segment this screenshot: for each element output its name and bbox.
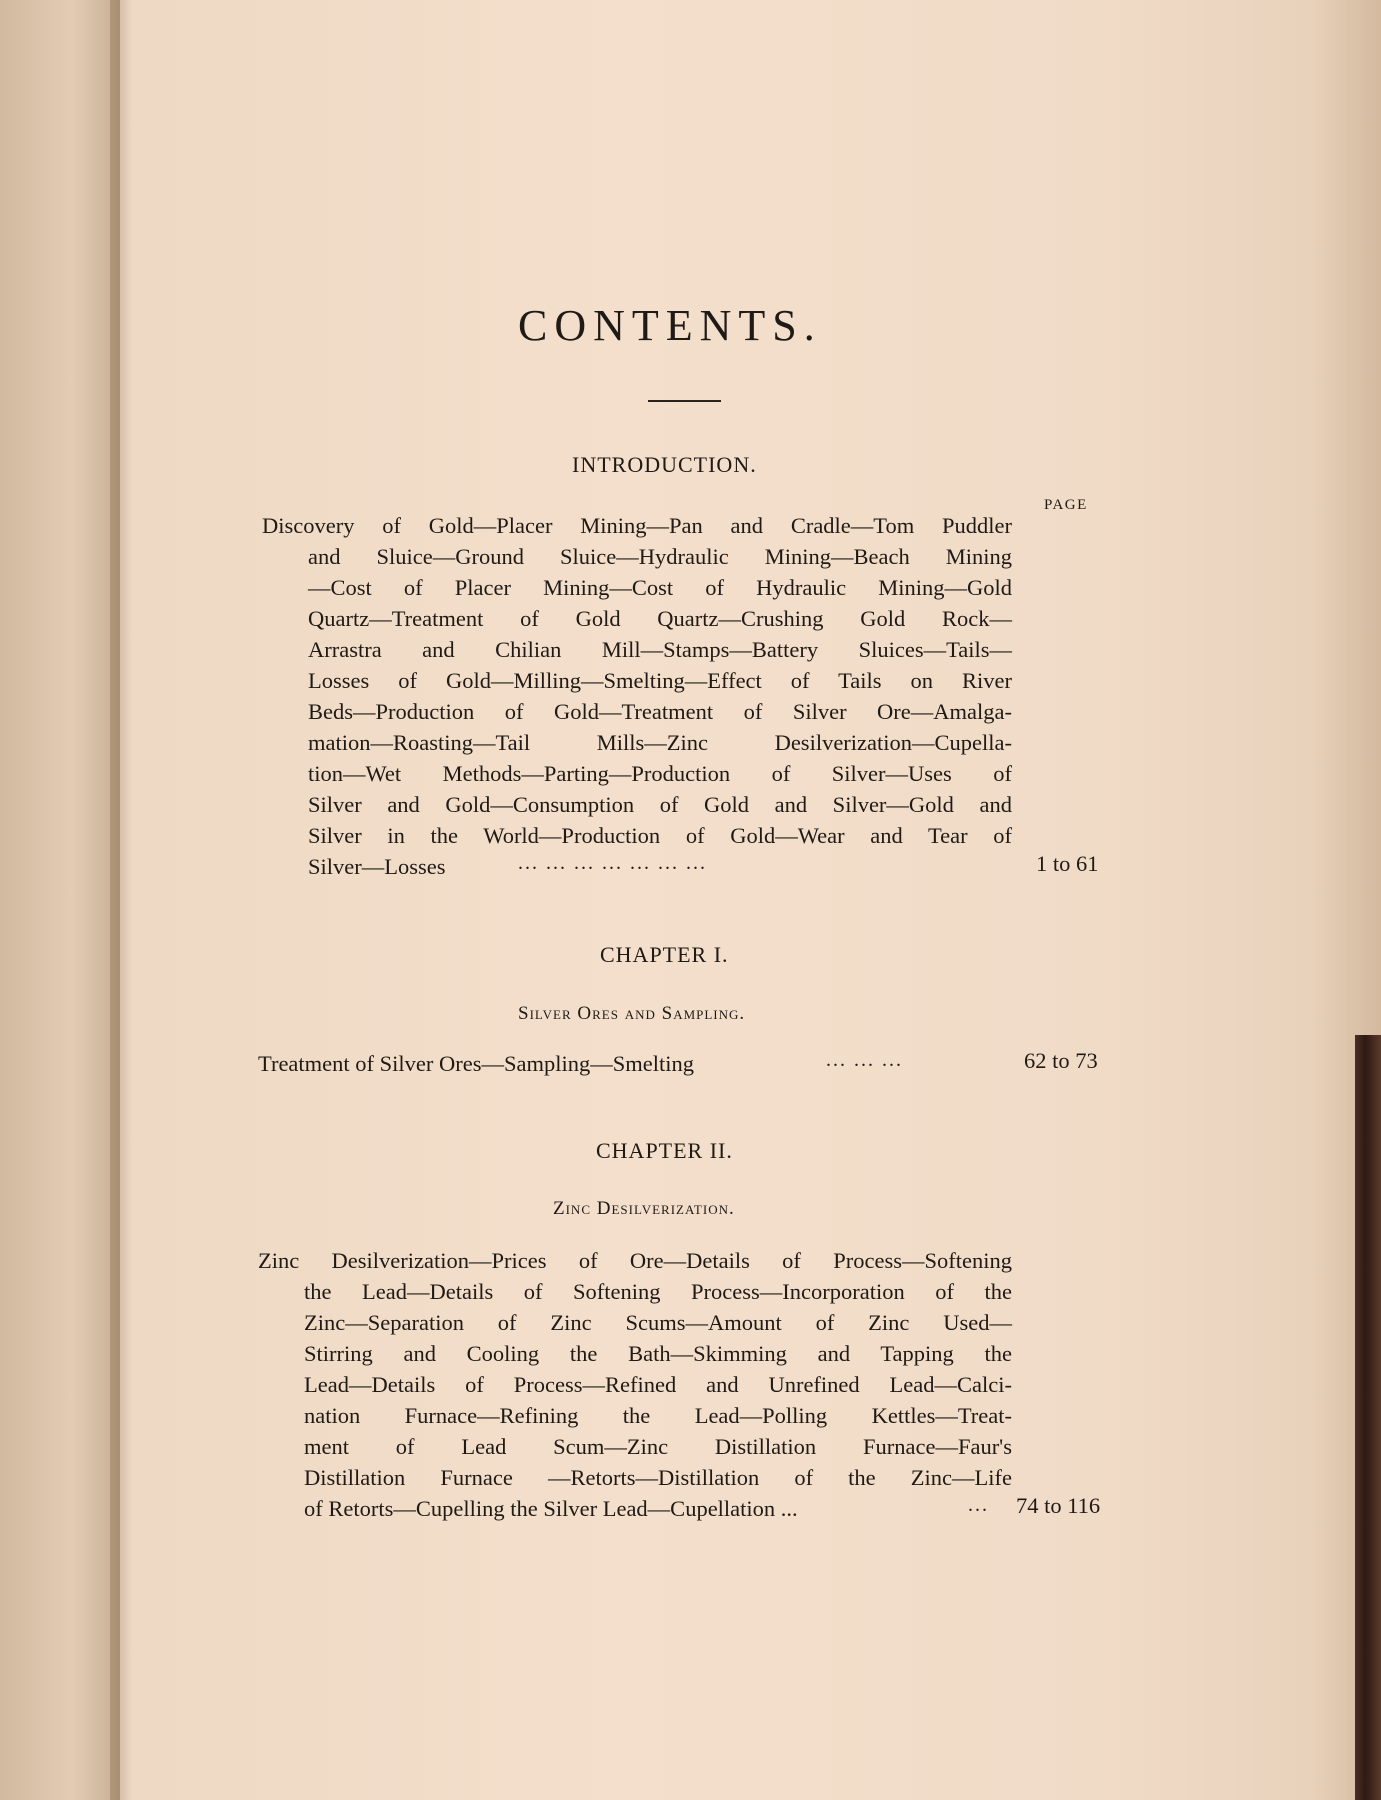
chapter-2-line-7: ment of Lead Scum—Zinc Distillation Furnace—Faur's: [304, 1434, 1012, 1459]
intro-line-11: Silver in the World—Production of Gold—Wear and Tear of: [308, 823, 1012, 848]
chapter-2-page-range: 74 to 116: [1016, 1493, 1101, 1518]
chapter-2-heading: CHAPTER II.: [596, 1138, 733, 1163]
intro-line-9: tion—Wet Methods—Parting—Production of Silver—Uses of: [308, 761, 1012, 786]
chapter-2-subheading: Zinc Desilverization.: [553, 1198, 735, 1219]
introduction-heading: INTRODUCTION.: [572, 452, 757, 477]
chapter-1-line: Treatment of Silver Ores—Sampling—Smelting: [258, 1051, 695, 1076]
page-column-label: PAGE: [1044, 497, 1088, 513]
intro-dot-leader: ... ... ... ... ... ... ...: [518, 852, 707, 874]
chapter-1-dot-leader: ... ... ...: [826, 1049, 903, 1071]
chapter-2-line-3: Zinc—Separation of Zinc Scums—Amount of Zinc Used—: [304, 1310, 1012, 1335]
intro-line-7: Beds—Production of Gold—Treatment of Silver Ore—Amalga-: [308, 699, 1012, 724]
intro-last-line: Silver—Losses: [308, 854, 446, 879]
intro-line-2: and Sluice—Ground Sluice—Hydraulic Mining—Beach Mining: [308, 544, 1012, 569]
chapter-2-last-line: of Retorts—Cupelling the Silver Lead—Cupellation ...: [304, 1496, 798, 1521]
chapter-1-page-range: 62 to 73: [1024, 1048, 1098, 1073]
intro-line-5: Arrastra and Chilian Mill—Stamps—Battery Sluices—Tails—: [308, 637, 1012, 662]
intro-line-4: Quartz—Treatment of Gold Quartz—Crushing Gold Rock—: [308, 606, 1012, 631]
page-title: CONTENTS.: [518, 301, 822, 350]
chapter-2-dot-leader: ...: [968, 1494, 989, 1516]
intro-line-8: mation—Roasting—Tail Mills—Zinc Desilverization—Cupella-: [308, 730, 1012, 755]
chapter-2-line-2: the Lead—Details of Softening Process—Incorporation of the: [304, 1279, 1012, 1304]
intro-line-6: Losses of Gold—Milling—Smelting—Effect of Tails on River: [308, 668, 1012, 693]
intro-line-10: Silver and Gold—Consumption of Gold and Silver—Gold and: [308, 792, 1012, 817]
title-rule: [648, 400, 721, 402]
chapter-1-subheading: Silver Ores and Sampling.: [518, 1003, 746, 1024]
intro-line-1: Discovery of Gold—Placer Mining—Pan and Cradle—Tom Puddler: [262, 513, 1012, 538]
chapter-2-line-5: Lead—Details of Process—Refined and Unrefined Lead—Calci-: [304, 1372, 1012, 1397]
intro-line-3: —Cost of Placer Mining—Cost of Hydraulic Mining—Gold: [308, 575, 1012, 600]
chapter-2-line-4: Stirring and Cooling the Bath—Skimming and Tapping the: [304, 1341, 1012, 1366]
chapter-2-line-6: nation Furnace—Refining the Lead—Polling Kettles—Treat-: [304, 1403, 1012, 1428]
chapter-1-heading: CHAPTER I.: [600, 942, 729, 967]
chapter-2-line-1: Zinc Desilverization—Prices of Ore—Details of Process—Softening: [258, 1248, 1012, 1273]
chapter-2-line-8: Distillation Furnace —Retorts—Distillation of the Zinc—Life: [304, 1465, 1012, 1490]
intro-page-range: 1 to 61: [1036, 851, 1099, 876]
